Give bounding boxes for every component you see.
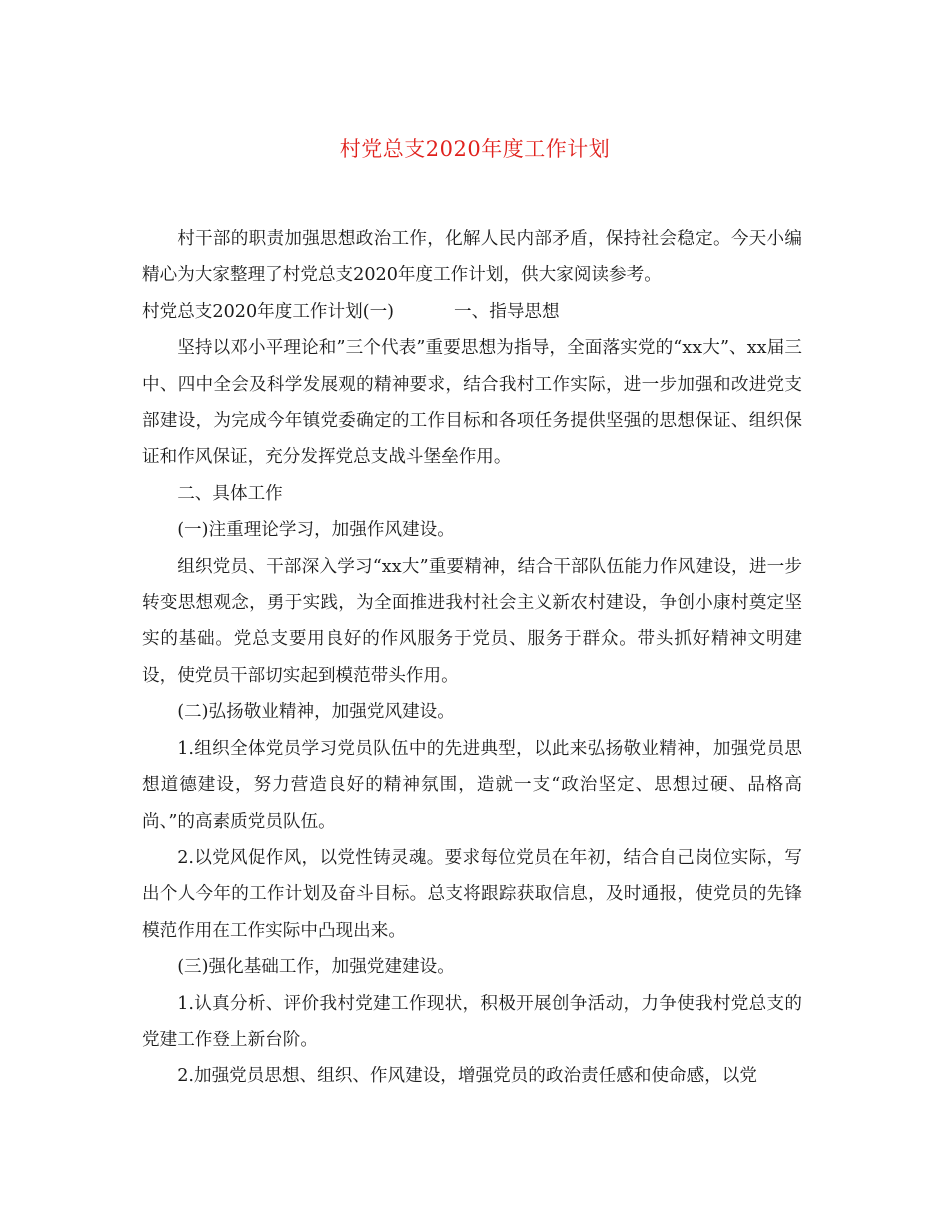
paragraph-dedication-1: 1.组织全体党员学习党员队伍中的先进典型，以此来弘扬敬业精神，加强党员思想道德建设，努力营造良好的精神氛围，造就一支“政治坚定、思想过硬、品格高尚、”的高素质党员队伍。 <box>142 738 802 832</box>
section-plan-title: 村党总支2020年度工作计划(一) <box>142 301 395 322</box>
heading-theory-study: (一)注重理论学习，加强作风建设。 <box>177 520 455 541</box>
heading-foundation: (三)强化基础工作，加强党建建设。 <box>177 957 455 978</box>
paragraph-foundation-2: 2.加强党员思想、组织、作风建设，增强党员的政治责任感和使命感，以党 <box>177 1066 757 1087</box>
document-title: 村党总支2020年度工作计划 <box>339 137 611 161</box>
paragraph-intro: 村干部的职责加强思想政治工作，化解人民内部矛盾，保持社会稳定。今天小编精心为大家整理了村党总支2020年度工作计划，供大家阅读参考。 <box>142 229 802 286</box>
paragraph-dedication-2: 2.以党风促作风，以党性铸灵魂。要求每位党员在年初，结合自己岗位实际，写出个人今年的工作计划及奋斗目标。总支将跟踪获取信息，及时通报，使党员的先锋模范作用在工作实际中凸现出来。 <box>142 847 802 941</box>
heading-dedication: (二)弘扬敬业精神，加强党风建设。 <box>177 702 455 723</box>
document-body <box>142 221 802 1095</box>
paragraph-theory-study: 组织党员、干部深入学习“xx大”重要精神，结合干部队伍能力作风建设，进一步转变思想观念，勇于实践，为全面推进我村社会主义新农村建设，争创小康村奠定坚实的基础。党总支要用良好的作风服务于党员、服务于群众。带头抓好精神文明建设，使党员干部切实起到模范带头作用。 <box>142 556 802 686</box>
paragraph-foundation-1: 1.认真分析、评价我村党建工作现状，积极开展创争活动，力争使我村党总支的党建工作登上新台阶。 <box>142 993 802 1050</box>
heading-specific-work: 二、具体工作 <box>177 483 283 504</box>
paragraph-guiding: 坚持以邓小平理论和”三个代表”重要思想为指导，全面落实党的“xx大”、xx届三中、四中全会及科学发展观的精神要求，结合我村工作实际，进一步加强和改进党支部建设，为完成今年镇党委确定的工作目标和各项任务提供坚强的思想保证、组织保证和作风保证，充分发挥党总支战斗堡垒作用。 <box>142 338 802 468</box>
section-heading-line <box>142 294 802 330</box>
section-guiding-thought: 一、指导思想 <box>454 301 560 322</box>
